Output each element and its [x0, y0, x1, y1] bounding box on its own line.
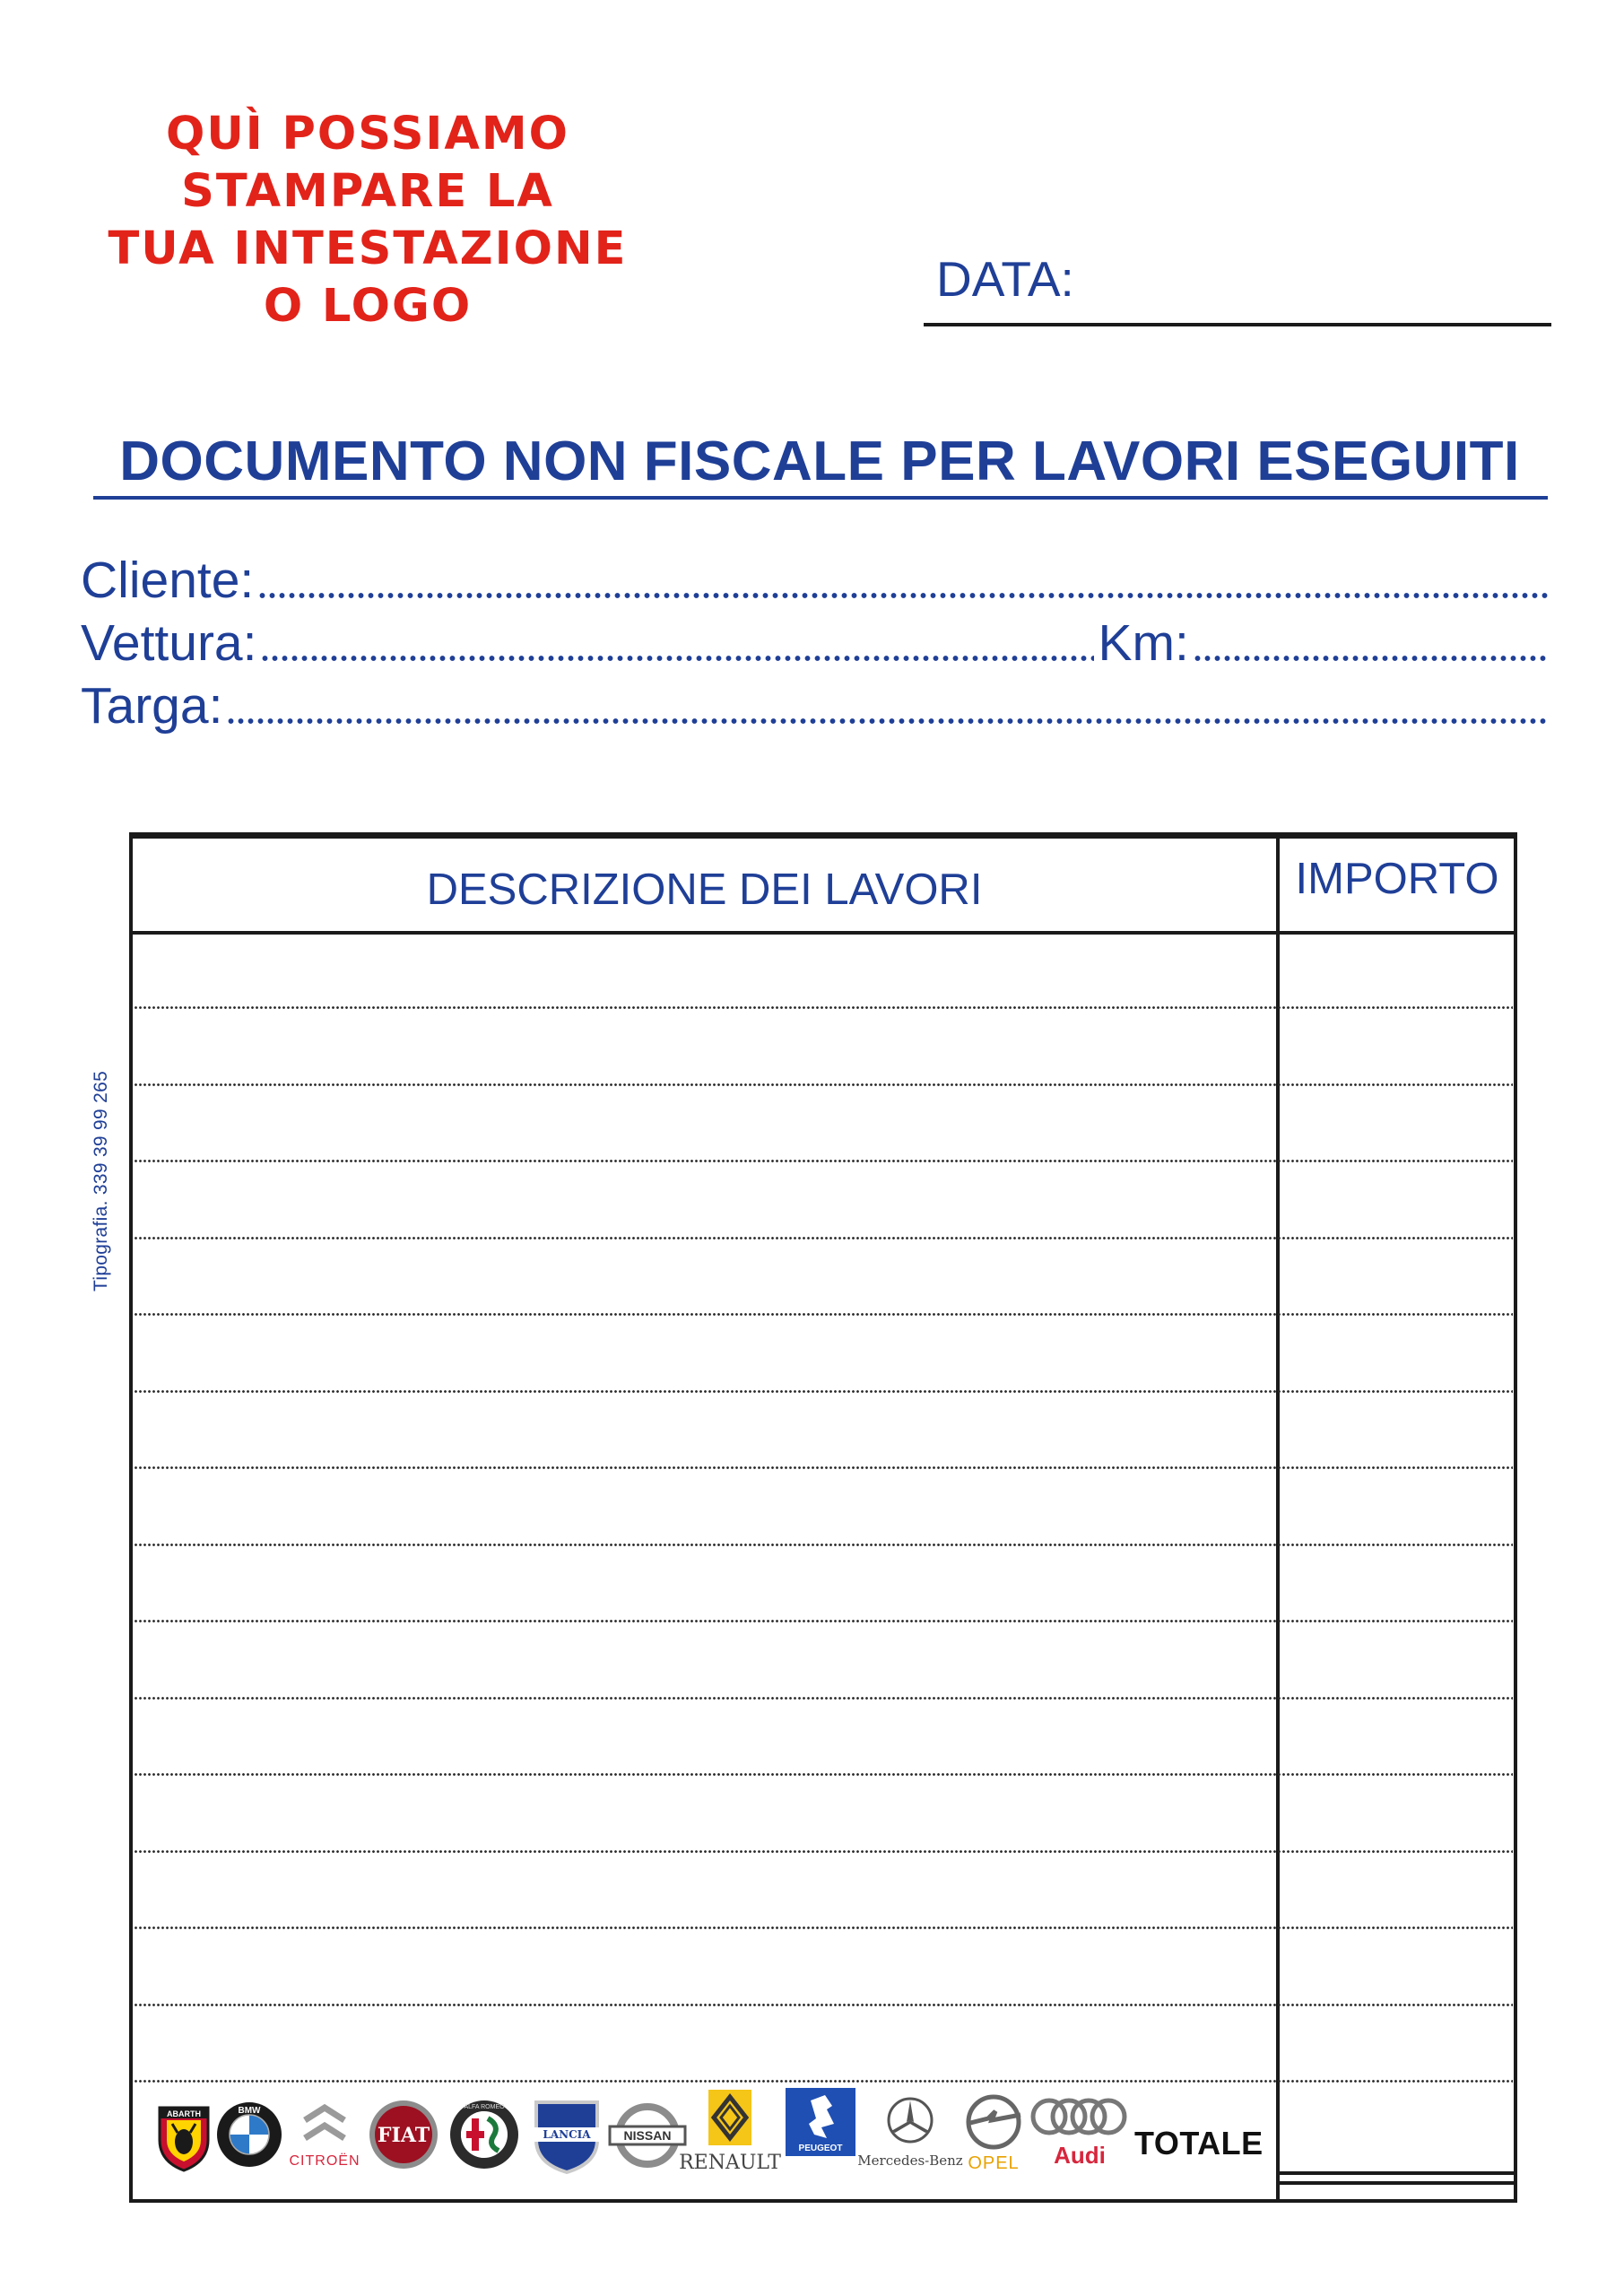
header-line-2: STAMPARE LA [181, 165, 554, 218]
alfa-romeo-logo-text: ALFA ROMEO [464, 2104, 505, 2110]
table-row-line[interactable] [134, 1850, 1513, 1853]
lancia-logo-text: LANCIA [543, 2128, 591, 2141]
citroen-logo-icon [278, 2100, 371, 2174]
table-row-line[interactable] [134, 1773, 1513, 1776]
table-row-line[interactable] [134, 1926, 1513, 1929]
cliente-label: Cliente: [81, 552, 255, 609]
title-underline [93, 496, 1548, 500]
nissan-logo-text: NISSAN [623, 2128, 672, 2143]
table-header-rule [129, 931, 1517, 935]
description-column-header: DESCRIZIONE DEI LAVORI [426, 865, 983, 914]
audi-logo-icon [1029, 2093, 1130, 2174]
alfa-romeo-logo-icon [448, 2099, 520, 2170]
vettura-dotted-line[interactable] [260, 655, 1094, 662]
table-row-line[interactable] [134, 1697, 1513, 1700]
header-line-4: O LOGO [263, 280, 473, 333]
renault-logo-text: RENAULT [679, 2152, 781, 2174]
citroen-logo-text: CITROËN [289, 2153, 360, 2169]
amount-column-header: IMPORTO [1295, 855, 1499, 903]
targa-field[interactable] [81, 674, 1551, 737]
document-title: DOCUMENTO NON FISCALE PER LAVORI ESEGUITI [119, 430, 1520, 492]
bmw-logo-icon [215, 2100, 283, 2169]
renault-logo-icon [676, 2088, 784, 2176]
total-label: TOTALE [1134, 2125, 1264, 2161]
lancia-logo-icon [531, 2095, 603, 2174]
km-dotted-line[interactable] [1193, 655, 1548, 662]
vettura-field[interactable] [81, 612, 1551, 674]
cliente-dotted-line[interactable] [257, 592, 1548, 599]
cliente-field[interactable] [81, 549, 1551, 612]
mercedes-logo-text: Mercedes-Benz [857, 2152, 963, 2169]
date-label: DATA: [936, 251, 1074, 307]
total-rule-bottom [1280, 2181, 1515, 2185]
peugeot-logo-icon [786, 2088, 855, 2156]
works-table [129, 832, 1517, 2203]
targa-label: Targa: [81, 677, 223, 735]
table-row-line[interactable] [134, 1006, 1513, 1009]
table-row-line[interactable] [134, 1237, 1513, 1239]
audi-logo-text: Audi [1054, 2142, 1106, 2169]
table-row-line[interactable] [134, 2004, 1513, 2006]
fiat-logo-text: FIAT [377, 2124, 430, 2147]
fiat-logo-icon [368, 2099, 439, 2170]
table-row-line[interactable] [134, 1544, 1513, 1546]
date-field-line[interactable] [924, 323, 1551, 326]
nissan-logo-icon [608, 2097, 687, 2174]
abarth-logo-text: ABARTH [167, 2109, 201, 2118]
table-row-line[interactable] [134, 1466, 1513, 1469]
opel-logo-icon [961, 2093, 1026, 2174]
mercedes-logo-icon [857, 2093, 963, 2174]
targa-dotted-line[interactable] [226, 718, 1548, 725]
amount-column-divider [1276, 832, 1280, 2203]
table-row-line[interactable] [134, 1083, 1513, 1086]
header-line-1: QUÌ POSSIAMO [166, 108, 569, 161]
table-row-line[interactable] [134, 1620, 1513, 1622]
abarth-logo-icon [154, 2100, 213, 2172]
vettura-label: Vettura: [81, 614, 257, 672]
table-row-line[interactable] [134, 1160, 1513, 1162]
table-row-line[interactable] [134, 1313, 1513, 1316]
km-label: Km: [1098, 614, 1189, 672]
table-row-line[interactable] [134, 2080, 1513, 2083]
header-placeholder-text [108, 106, 628, 335]
printer-credit: Tipografia. 339 39 99 265 [91, 1070, 111, 1292]
table-row-line[interactable] [134, 1390, 1513, 1393]
peugeot-logo-text: PEUGEOT [798, 2144, 843, 2153]
bmw-logo-text: BMW [238, 2106, 261, 2116]
header-line-3: TUA INTESTAZIONE [108, 222, 628, 275]
opel-logo-text: OPEL [968, 2153, 1020, 2173]
total-rule-top [1280, 2171, 1515, 2175]
